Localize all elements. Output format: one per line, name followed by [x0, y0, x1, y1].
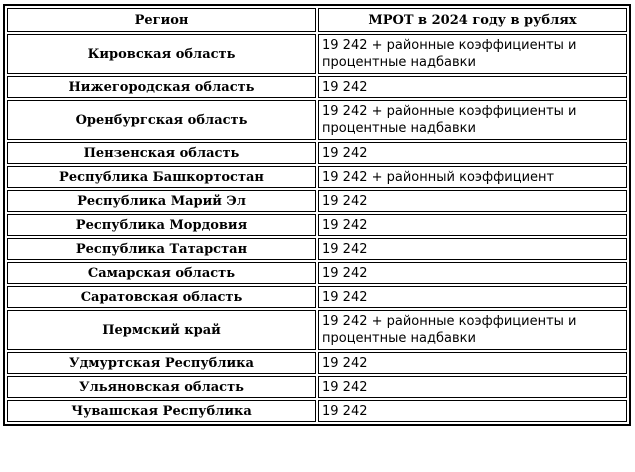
mrot-cell: 19 242 + районные коэффициенты и процентные надбавки	[318, 34, 627, 74]
mrot-cell: 19 242 + районные коэффициенты и процентные надбавки	[318, 310, 627, 350]
table-row	[7, 214, 627, 236]
header-mrot: МРОТ в 2024 году в рублях	[318, 8, 627, 32]
region-cell: Кировская область	[7, 34, 316, 74]
table-row	[7, 286, 627, 308]
region-cell: Республика Башкортостан	[7, 166, 316, 188]
mrot-cell: 19 242 + районный коэффициент	[318, 166, 627, 188]
mrot-cell: 19 242	[318, 286, 627, 308]
mrot-cell: 19 242	[318, 262, 627, 284]
mrot-cell: 19 242	[318, 76, 627, 98]
mrot-table	[3, 4, 631, 426]
region-cell: Саратовская область	[7, 286, 316, 308]
table-row	[7, 376, 627, 398]
region-cell: Пензенская область	[7, 142, 316, 164]
table-row	[7, 400, 627, 422]
region-cell: Республика Татарстан	[7, 238, 316, 260]
table-row	[7, 310, 627, 350]
table-row	[7, 34, 627, 74]
region-cell: Оренбургская область	[7, 100, 316, 140]
mrot-cell: 19 242	[318, 142, 627, 164]
region-cell: Удмуртская Республика	[7, 352, 316, 374]
header-region: Регион	[7, 8, 316, 32]
table-row	[7, 352, 627, 374]
table-row	[7, 190, 627, 212]
mrot-cell: 19 242 + районные коэффициенты и процентные надбавки	[318, 100, 627, 140]
region-cell: Республика Мордовия	[7, 214, 316, 236]
mrot-cell: 19 242	[318, 238, 627, 260]
table-row	[7, 238, 627, 260]
region-cell: Чувашская Республика	[7, 400, 316, 422]
table-row	[7, 262, 627, 284]
mrot-cell: 19 242	[318, 352, 627, 374]
region-cell: Нижегородская область	[7, 76, 316, 98]
mrot-cell: 19 242	[318, 214, 627, 236]
table-row	[7, 142, 627, 164]
table-row	[7, 100, 627, 140]
table-row	[7, 76, 627, 98]
mrot-cell: 19 242	[318, 190, 627, 212]
table-row	[7, 166, 627, 188]
header-row	[7, 8, 627, 32]
mrot-cell: 19 242	[318, 376, 627, 398]
region-cell: Пермский край	[7, 310, 316, 350]
mrot-cell: 19 242	[318, 400, 627, 422]
region-cell: Самарская область	[7, 262, 316, 284]
region-cell: Республика Марий Эл	[7, 190, 316, 212]
region-cell: Ульяновская область	[7, 376, 316, 398]
